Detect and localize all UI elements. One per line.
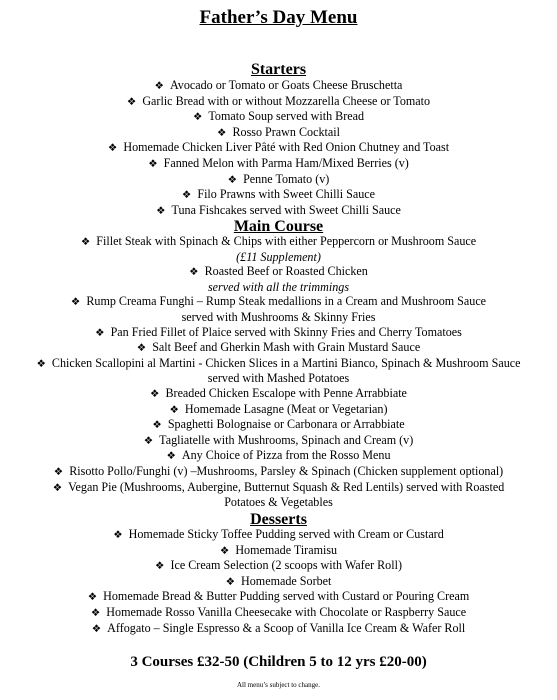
menu-title: Father’s Day Menu bbox=[199, 7, 358, 28]
menu-item: ❖ Homemade Chicken Liver Pâté with Red Onion Chutney and Toast bbox=[107, 140, 450, 155]
diamond-bullet-icon: ❖ bbox=[166, 450, 176, 463]
diamond-bullet-icon: ❖ bbox=[152, 419, 162, 432]
menu-item: ❖ Chicken Scallopini al Martini - Chicken Slices in a Martini Bianco, Spinach & Mushroom Sauce bbox=[36, 355, 521, 370]
menu-item: ❖ Homemade Rosso Vanilla Cheesecake with Chocolate or Raspberry Sauce bbox=[90, 604, 467, 619]
desserts-list bbox=[0, 527, 557, 636]
menu-item: ❖ Breaded Chicken Escalope with Penne Arrabbiate bbox=[150, 385, 407, 400]
menu-item: ❖ Ice Cream Selection (2 scoops with Wafer Roll) bbox=[155, 558, 402, 573]
menu-item: ❖ Avocado or Tomato or Goats Cheese Bruschetta bbox=[154, 78, 403, 92]
diamond-bullet-icon: ❖ bbox=[217, 126, 227, 139]
menu-item-note: served with all the trimmings bbox=[207, 279, 350, 294]
diamond-bullet-icon: ❖ bbox=[181, 189, 192, 202]
menu-item-continuation: Potatoes & Vegetables bbox=[224, 495, 333, 510]
diamond-bullet-icon: ❖ bbox=[136, 342, 147, 355]
diamond-bullet-icon: ❖ bbox=[113, 529, 123, 541]
diamond-bullet-icon: ❖ bbox=[87, 591, 98, 604]
diamond-bullet-icon: ❖ bbox=[90, 606, 101, 619]
menu-item: ❖ Any Choice of Pizza from the Rosso Menu bbox=[166, 448, 391, 463]
diamond-bullet-icon: ❖ bbox=[150, 387, 160, 400]
starters-list bbox=[0, 78, 557, 218]
diamond-bullet-icon: ❖ bbox=[148, 157, 158, 170]
menu-item: ❖ Penne Tomato (v) bbox=[227, 171, 330, 186]
menu-item: ❖ Affogato – Single Espresso & a Scoop of Vanilla Ice Cream & Wafer Roll bbox=[91, 620, 466, 635]
menu-item: ❖ Tuna Fishcakes served with Sweet Chilli Sauce bbox=[156, 202, 401, 217]
menu-item: ❖ Filo Prawns with Sweet Chilli Sauce bbox=[181, 187, 376, 202]
menu-item: ❖ Fillet Steak with Spinach & Chips with either Peppercorn or Mushroom Sauce bbox=[80, 234, 477, 248]
menu-item-note: (£11 Supplement) bbox=[236, 249, 321, 264]
starters-heading: Starters bbox=[250, 61, 307, 78]
diamond-bullet-icon: ❖ bbox=[52, 481, 63, 494]
menu-item: ❖ Homemade Sorbet bbox=[225, 573, 332, 588]
menu-item: ❖ Rump Creama Funghi – Rump Steak medallions in a Cream and Mushroom Sauce bbox=[70, 294, 487, 309]
menu-item-continuation: served with Mushrooms & Skinny Fries bbox=[181, 309, 376, 324]
price-line: 3 Courses £32-50 (Children 5 to 12 yrs £20-00) bbox=[130, 654, 427, 670]
diamond-bullet-icon: ❖ bbox=[225, 575, 236, 588]
menu-item: ❖ Garlic Bread with or without Mozzarella Cheese or Tomato bbox=[126, 93, 431, 108]
footer-note: All menu’s subject to change. bbox=[236, 681, 320, 689]
diamond-bullet-icon: ❖ bbox=[126, 95, 137, 108]
diamond-bullet-icon: ❖ bbox=[156, 204, 166, 217]
main-course-list bbox=[0, 234, 557, 510]
diamond-bullet-icon: ❖ bbox=[227, 173, 238, 186]
menu-item: ❖ Tomato Soup served with Bread bbox=[192, 109, 365, 124]
menu-item: ❖ Vegan Pie (Mushrooms, Aubergine, Butternut Squash & Red Lentils) served with Roasted bbox=[52, 479, 505, 494]
diamond-bullet-icon: ❖ bbox=[91, 622, 102, 635]
menu-item: ❖ Salt Beef and Gherkin Mash with Grain Mustard Sauce bbox=[136, 340, 421, 355]
menu-item: ❖ Homemade Tiramisu bbox=[219, 542, 338, 557]
diamond-bullet-icon: ❖ bbox=[155, 560, 165, 573]
menu-item: ❖ Roasted Beef or Roasted Chicken bbox=[189, 264, 368, 279]
menu-item: ❖ Rosso Prawn Cocktail bbox=[217, 124, 340, 139]
main-course-heading: Main Course bbox=[233, 218, 324, 235]
diamond-bullet-icon: ❖ bbox=[53, 465, 64, 478]
diamond-bullet-icon: ❖ bbox=[36, 357, 46, 370]
menu-item: ❖ Spaghetti Bolognaise or Carbonara or Arrabbiate bbox=[152, 417, 405, 432]
desserts-heading: Desserts bbox=[250, 511, 307, 528]
menu-item: ❖ Homemade Sticky Toffee Pudding served with Cream or Custard bbox=[113, 527, 444, 541]
menu-item-continuation: served with Mashed Potatoes bbox=[207, 371, 350, 386]
diamond-bullet-icon: ❖ bbox=[143, 434, 154, 447]
menu-item: ❖ Fanned Melon with Parma Ham/Mixed Berries (v) bbox=[148, 155, 409, 170]
diamond-bullet-icon: ❖ bbox=[95, 326, 105, 339]
diamond-bullet-icon: ❖ bbox=[189, 266, 199, 279]
diamond-bullet-icon: ❖ bbox=[80, 236, 91, 248]
diamond-bullet-icon: ❖ bbox=[70, 296, 81, 309]
diamond-bullet-icon: ❖ bbox=[192, 111, 203, 124]
menu-item: ❖ Risotto Pollo/Funghi (v) –Mushrooms, Parsley & Spinach (Chicken supplement optional) bbox=[53, 463, 504, 478]
diamond-bullet-icon: ❖ bbox=[169, 403, 179, 416]
diamond-bullet-icon: ❖ bbox=[154, 80, 164, 92]
menu-item: ❖ Pan Fried Fillet of Plaice served with Skinny Fries and Cherry Tomatoes bbox=[95, 324, 462, 339]
menu-item: ❖ Homemade Bread & Butter Pudding served with Custard or Pouring Cream bbox=[87, 589, 470, 604]
diamond-bullet-icon: ❖ bbox=[219, 544, 230, 557]
menu-item: ❖ Homemade Lasagne (Meat or Vegetarian) bbox=[169, 401, 388, 416]
menu-item: ❖ Tagliatelle with Mushrooms, Spinach and Cream (v) bbox=[143, 432, 414, 447]
diamond-bullet-icon: ❖ bbox=[107, 142, 118, 155]
